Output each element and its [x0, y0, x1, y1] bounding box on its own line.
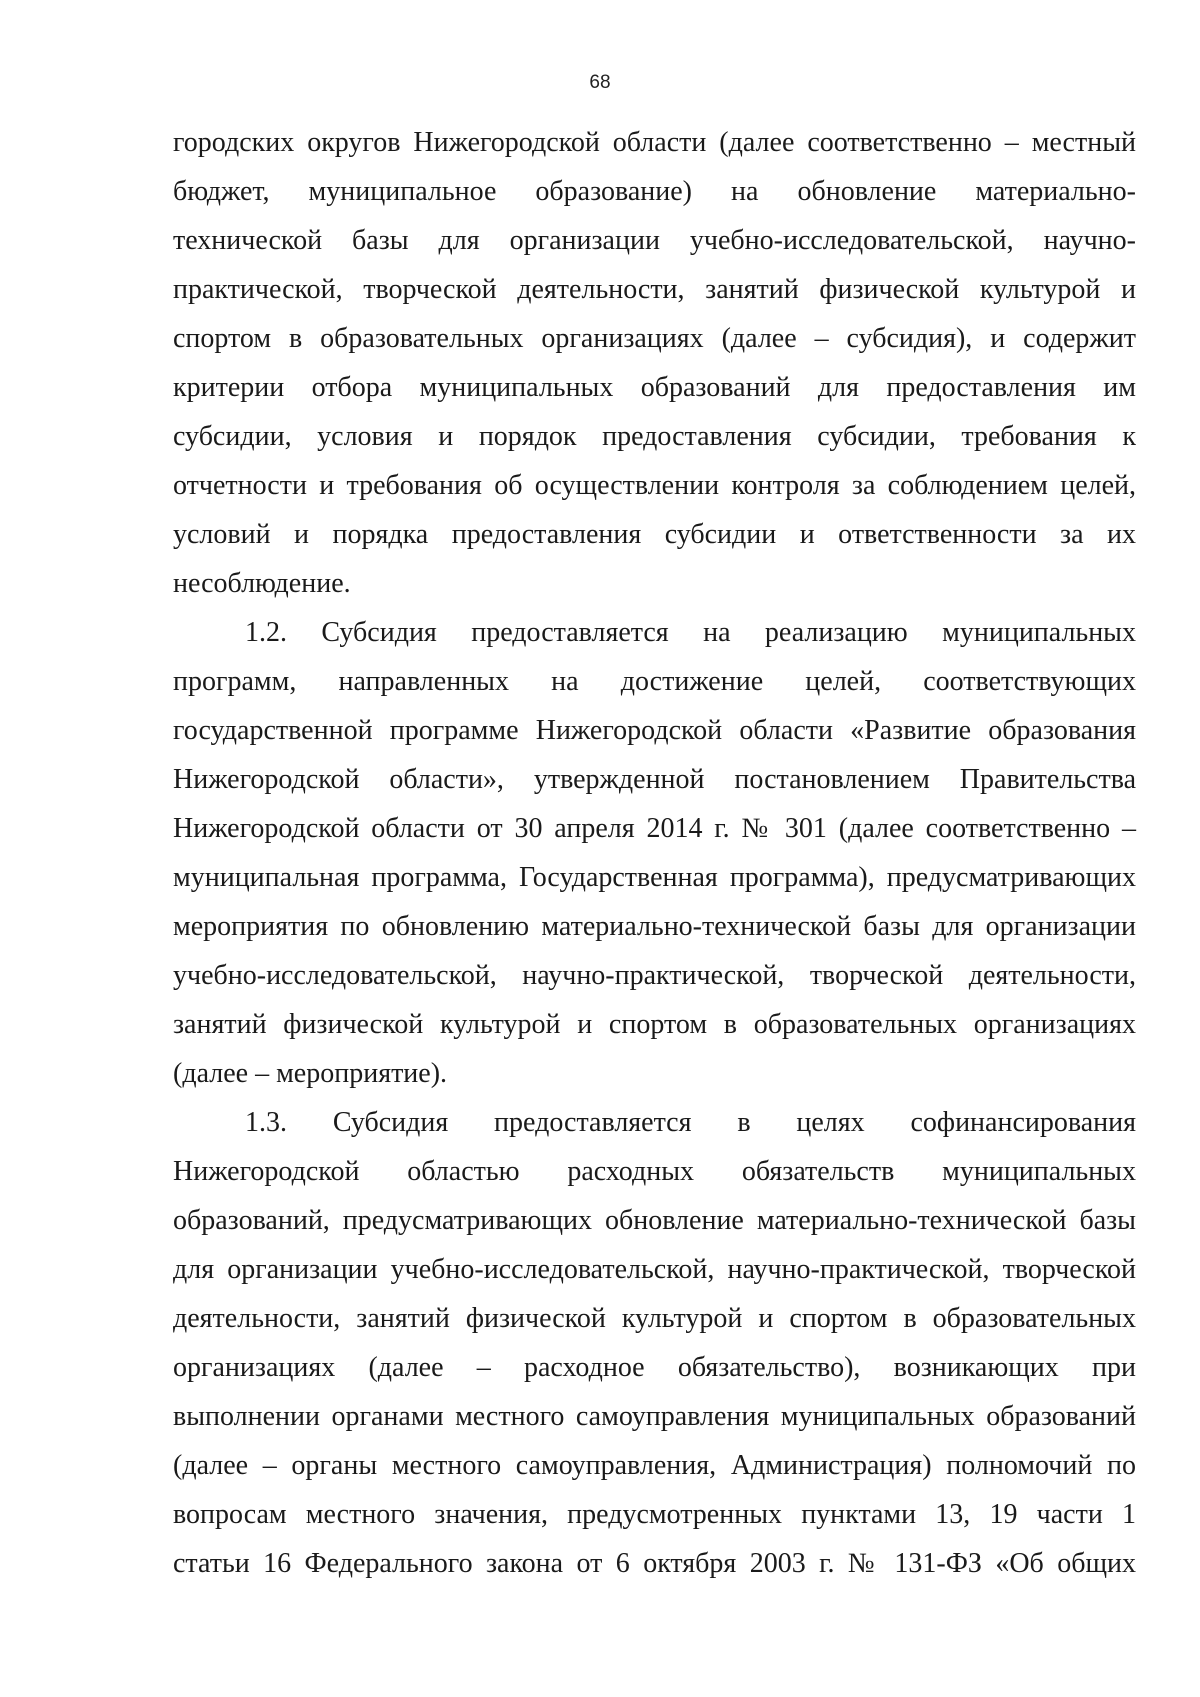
paragraph-1-2: [173, 608, 1136, 1098]
text-line: 1.2. Субсидия предоставляется на реализацию муниципальных: [245, 617, 1136, 648]
paragraph-1-1-continued: [173, 118, 1136, 608]
text-line: муниципальная программа, Государственная программа), предусматривающих: [173, 862, 1136, 893]
text-line: выполнении органами местного самоуправления муниципальных образований: [173, 1401, 1136, 1432]
text-line: спортом в образовательных организациях (далее – субсидия), и содержит: [173, 323, 1136, 354]
text-line: занятий физической культурой и спортом в образовательных организациях: [173, 1009, 1136, 1040]
text-line: вопросам местного значения, предусмотренных пунктами 13, 19 части 1: [173, 1499, 1136, 1530]
text-line: программ, направленных на достижение целей, соответствующих: [173, 666, 1136, 697]
text-line: условий и порядка предоставления субсидии и ответственности за их: [173, 519, 1136, 550]
paragraph-1-3: [173, 1098, 1136, 1588]
page-number: 68: [589, 72, 611, 93]
text-line: мероприятия по обновлению материально-технической базы для организации: [173, 911, 1136, 942]
text-line: практической, творческой деятельности, занятий физической культурой и: [173, 274, 1136, 305]
text-line: Нижегородской областью расходных обязательств муниципальных: [173, 1156, 1136, 1187]
text-line: статьи 16 Федерального закона от 6 октября 2003 г. № 131-ФЗ «Об общих: [173, 1548, 1136, 1579]
text-line: отчетности и требования об осуществлении контроля за соблюдением целей,: [173, 470, 1136, 501]
document-body: [173, 118, 1136, 1588]
text-line: критерии отбора муниципальных образований для предоставления им: [173, 372, 1136, 403]
text-line: организациях (далее – расходное обязательство), возникающих при: [173, 1352, 1136, 1383]
text-line: технической базы для организации учебно-исследовательской, научно-: [173, 225, 1136, 256]
text-line: Нижегородской области», утвержденной постановлением Правительства: [173, 764, 1136, 795]
text-line: субсидии, условия и порядок предоставления субсидии, требования к: [173, 421, 1136, 452]
text-line: деятельности, занятий физической культурой и спортом в образовательных: [173, 1303, 1136, 1334]
text-line: образований, предусматривающих обновление материально-технической базы: [173, 1205, 1136, 1236]
text-line: городских округов Нижегородской области (далее соответственно – местный: [173, 127, 1136, 158]
text-line: 1.3. Субсидия предоставляется в целях софинансирования: [245, 1107, 1136, 1138]
text-line: государственной программе Нижегородской области «Развитие образования: [173, 715, 1136, 746]
text-line: учебно-исследовательской, научно-практической, творческой деятельности,: [173, 960, 1136, 991]
text-line: для организации учебно-исследовательской, научно-практической, творческой: [173, 1254, 1136, 1285]
text-line: (далее – мероприятие).: [173, 1058, 448, 1089]
text-line: несоблюдение.: [173, 568, 351, 599]
text-line: Нижегородской области от 30 апреля 2014 г. № 301 (далее соответственно –: [173, 813, 1136, 844]
text-line: бюджет, муниципальное образование) на обновление материально-: [173, 176, 1136, 207]
text-line: (далее – органы местного самоуправления, Администрация) полномочий по: [173, 1450, 1136, 1481]
